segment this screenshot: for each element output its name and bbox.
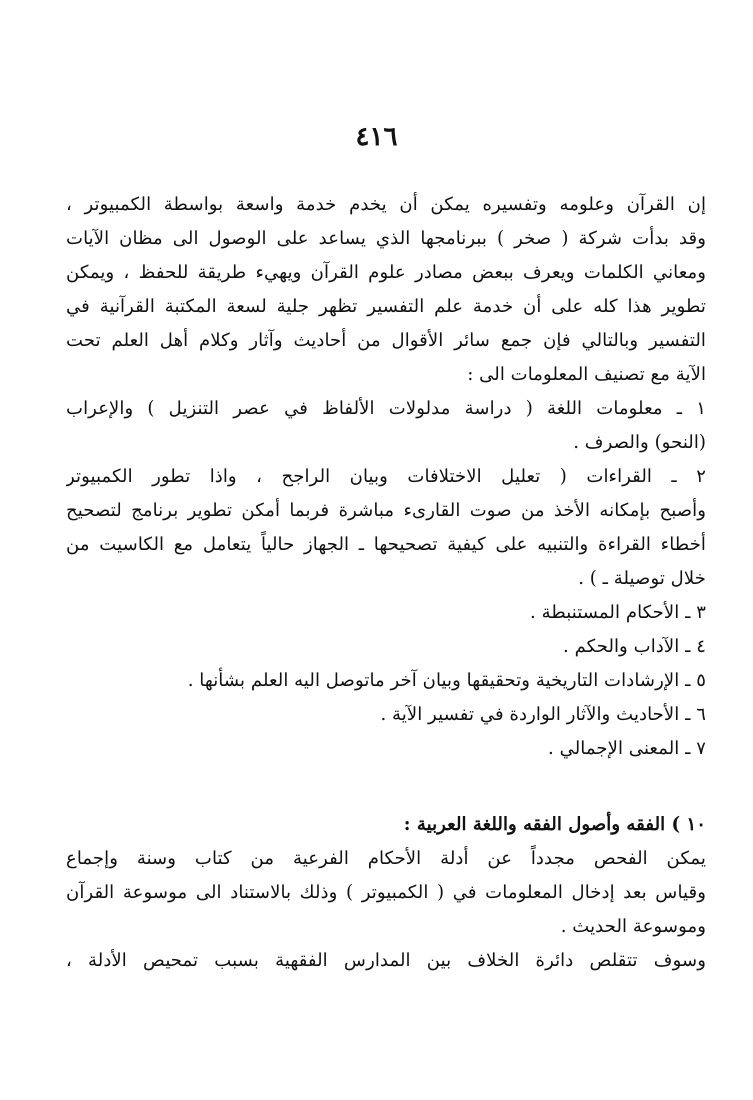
text-line: ٦ ـ الأحاديث والآثار الواردة في تفسير الآية . [380,704,706,725]
text-line: وسوف تتقلص دائرة الخلاف بين المدارس الفقهية بسبب تمحيص الأدلة ، [66,950,706,971]
text-line: وقياس بعد إدخال المعلومات في ( الكمبيوتر ) وذلك بالاستناد الى موسوعة القرآن [66,882,706,903]
text-line: التفسير وبالتالي فإن جمع سائر الأقوال من أحاديث وآثار وكلام أهل العلم تحت [66,330,706,351]
text-line: أخطاء القراءة والتنبيه على كيفية تصحيحها ـ الجهاز حالياً يتعامل مع الكاسيت من [66,534,706,555]
text-line: إن القرآن وعلومه وتفسيره يمكن أن يخدم خدمة واسعة بواسطة الكمبيوتر ، [66,194,706,215]
text-line: (النحو) والصرف . [573,432,706,453]
text-line: ومعاني الكلمات ويعرف ببعض مصادر علوم القرآن ويهيء طريقة للحفظ ، ويمكن [66,262,706,283]
text-line: ٧ ـ المعنى الإجمالي . [548,738,706,759]
text-line: وأصبح بإمكانه الأخذ من صوت القارىء مباشرة فربما أمكن تطوير برنامج لتصحيح [66,500,706,521]
text-line: ٣ ـ الأحكام المستنبطة . [530,602,706,623]
text-line: وقد بدأت شركة ( صخر ) ببرنامجها الذي يساعد على الوصول الى مظان الآيات [66,228,706,249]
page-body [66,188,706,978]
text-line: ١ ـ معلومات اللغة ( دراسة مدلولات الألفاظ في عصر التنزيل ) والإعراب [66,398,706,419]
text-line: ٤ ـ الآداب والحكم . [563,636,706,657]
page-number: ٤١٦ [355,122,398,152]
text-line: ٥ ـ الإرشادات التاريخية وتحقيقها وبيان آخر ماتوصل اليه العلم بشأنها . [187,670,706,691]
section-gap [66,766,706,808]
section-paragraphs [66,842,706,978]
text-line: وموسوعة الحديث . [560,916,706,937]
section-heading: ١٠ ) الفقه وأصول الفقه واللغة العربية : [403,814,706,835]
text-line: يمكن الفحص مجدداً عن أدلة الأحكام الفرعية من كتاب وسنة وإجماع [66,848,706,869]
body-paragraphs [66,188,706,766]
text-line: خلال توصيلة ـ ) . [578,568,706,589]
text-line: تطوير هذا كله على أن خدمة علم التفسير تظهر جلية لسعة المكتبة القرآنية في [66,296,706,317]
text-line: الآية مع تصنيف المعلومات الى : [467,364,706,385]
text-line: ٢ ـ القراءات ( تعليل الاختلافات وبيان الراجح ، واذا تطور الكمبيوتر [66,466,706,487]
